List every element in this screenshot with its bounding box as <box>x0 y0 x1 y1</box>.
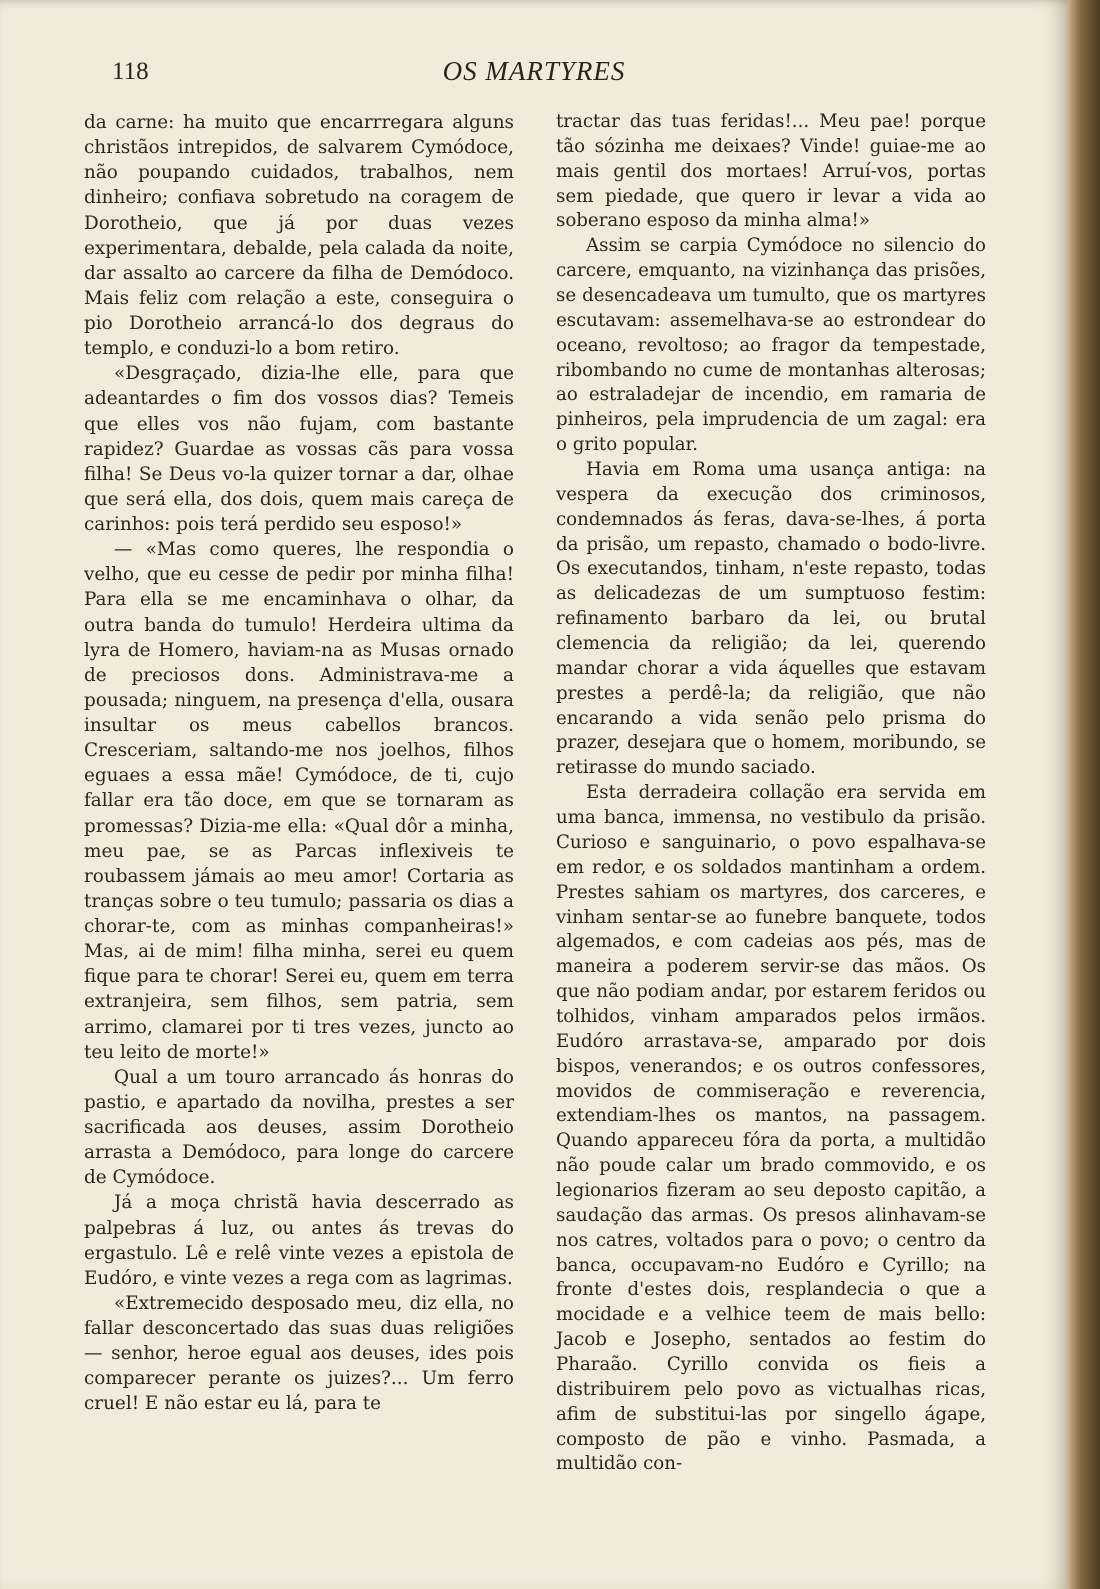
page-number: 118 <box>112 58 149 85</box>
book-edge <box>1068 0 1100 1589</box>
paragraph: Qual a um touro arrancado ás honras do pastio, e apartado da novilha, prestes a ser sacrificada aos deuses, assim Dorotheio arrasta a Demódoco, para longe do carcere de Cymódoce. <box>84 1066 514 1189</box>
paragraph: tractar das tuas feridas!... Meu pae! porque tão sózinha me deixaes? Vinde! guiae-me ao mais gentil dos mortaes! Arruí-vos, portas sem piedade, que quero ir levar a vida ao soberano esposo da minha alma!» <box>556 111 986 232</box>
paragraph: Havia em Roma uma usança antiga: na vespera da execução dos criminosos, condemnados ás feras, dava-se-lhes, á porta da prisão, um repasto, chamado o bodo-livre. Os executandos, tinham, n'este repasto, todas as delicadezas de um sumptuoso festim: refinamento barbaro da lei, ou brutal clemencia da religião; da lei, querendo mandar chorar a vida áquelles que estavam prestes a perdê-la; da religião, que não encarando a vida senão pelo prisma do prazer, desejara que o homem, moribundo, se retirasse do mundo saciado. <box>556 459 986 779</box>
paragraph: — «Mas como queres, lhe respondia o velho, que eu cesse de pedir por minha filha! Para ella se me encaminhava o olhar, da outra banda do tumulo! Herdeira ultima da lyra de Homero, haviam-na as Musas ornado de preciosos dons. Administrava-me a pousada; ninguem, na presença d'ella, ousara insultar os meus cabellos brancos. Cresceriam, saltando-me nos joelhos, filhos eguaes a essa mãe! Cymódoce, de ti, cujo fallar era tão doce, em que se tornaram as promessas? Dizia-me ella: «Qual dôr a minha, meu pae, se as Parcas inflexiveis te roubassem jámais ao meu amor! Cortaria as tranças sobre o teu tumulo; passaria os dias a chorar-te, com as minhas companheiras!» Mas, ai de mim! filha minha, serei eu quem fique para te chorar! Serei eu, quem em terra extranjeira, sem filhos, sem patria, sem arrimo, clamarei por ti tres vezes, juncto ao teu leito de morte!» <box>84 539 514 1063</box>
left-column <box>84 110 514 1417</box>
paragraph: Já a moça christã havia descerrado as palpebras á luz, ou antes ás trevas do ergastulo. Lê e relê vinte vezes a epistola de Eudóro, e vinte vezes a rega com as lagrimas. <box>84 1192 514 1289</box>
running-title: OS MARTYRES <box>442 56 626 86</box>
paragraph: Esta derradeira collação era servida em uma banca, immensa, no vestibulo da prisão. Curioso e sanguinario, o povo espalhava-se em redor, e os soldados mantinham a ordem. Prestes sahiam os martyres, dos carceres, e vinham sentar-se ao funebre banquete, todos algemados, e com cadeias aos pés, mas de maneira a poderem servir-se das mãos. Os que não podiam andar, por estarem feridos ou tolhidos, vinham amparados pelos irmãos. Eudóro arrastava-se, amparado por dois bispos, venerandos; e os outros confessores, movidos de commiseração e reverencia, extendiam-lhes os mantos, na passagem. Quando appareceu fóra da porta, a multidão não poude calar um brado commovido, e os legionarios fizeram ao seu deposto capitão, a saudação das armas. Os presos alinhavam-se nos catres, voltados para o povo; o centro da banca, occupavam-no Eudóro e Cyrillo; na fronte d'estes dois, resplandecia o que a mocidade e a velhice teem de mais bello: Jacob e Josepho, sentados ao festim do Pharaão. Cyrillo convida os fieis a distribuirem pelo povo as victualhas ricas, afim de substitui-las por singello ágape, composto de pão e vinho. Pasmada, a multidão con- <box>556 782 986 1475</box>
page-header <box>0 52 1068 92</box>
paragraph: «Extremecido desposado meu, diz ella, no fallar desconcertado das suas duas religiões — senhor, heroe egual aos deuses, ides pois comparecer perante os juizes?... Um ferro cruel! E não estar eu lá, para te <box>84 1292 514 1415</box>
paragraph: Assim se carpia Cymódoce no silencio do carcere, emquanto, na vizinhança das prisões, se desencadeava um tumulto, que os martyres escutavam: assemelhava-se ao estrondear do oceano, revoltoso; ao fragor da tempestade, ribombando no cume de montanhas alterosas; ao estraladejar de incendio, em ramaria de pinheiros, pela imprudencia de um zagal: era o grito popular. <box>556 235 986 456</box>
paragraph: da carne: ha muito que encarrregara alguns christãos intrepidos, de salvarem Cymódoce, não poupando cuidados, trabalhos, nem dinheiro; confiava sobretudo na coragem de Dorotheio, que já por duas vezes experimentara, debalde, pela calada da noite, dar assalto ao carcere da filha de Demódoco. Mais feliz com relação a este, conseguira o pio Dorotheio arrancá-lo dos degraus do templo, e conduzi-lo a bom retiro. <box>84 112 514 360</box>
paragraph: «Desgraçado, dizia-lhe elle, para que adeantardes o fim dos vossos dias? Temeis que elles vos não fujam, com bastante rapidez? Guardae as vossas cãs para vossa filha! Se Deus vo-la quizer tornar a dar, olhae que será ella, dos dois, quem mais careça de carinhos: pois terá perdido seu esposo!» <box>84 363 514 535</box>
right-column <box>556 110 986 1477</box>
